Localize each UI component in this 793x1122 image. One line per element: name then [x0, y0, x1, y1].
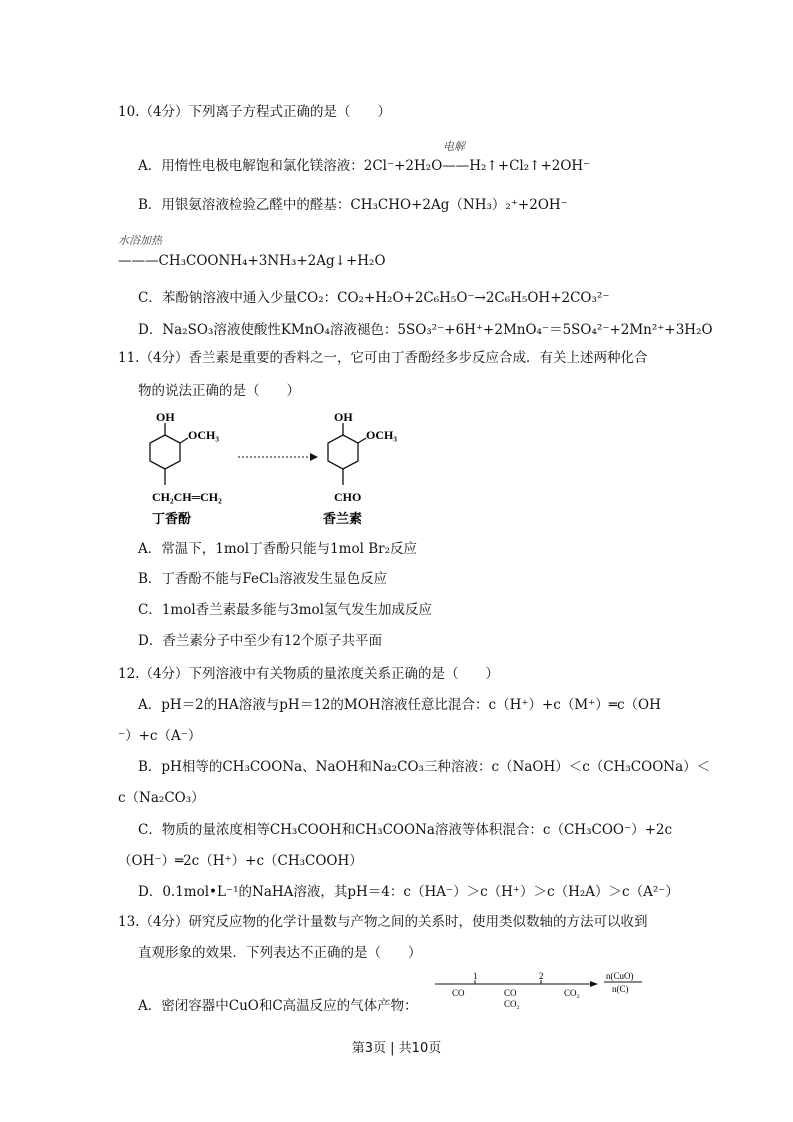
axis-denominator: n(C) — [612, 984, 629, 994]
q12-option-b-cont: c（Na₂CO₃） — [118, 790, 205, 806]
q11-option-d: D．香兰素分子中至少有12个原子共平面 — [138, 633, 383, 649]
q10-option-d: D．Na₂SO₃溶液使酸性KMnO₄溶液褪色：5SO₃²⁻+6H⁺+2MnO₄⁻＝5SO₄²⁻+2Mn²⁺+3H₂O — [138, 322, 713, 338]
region-2-label-a: CO — [504, 988, 517, 998]
q12-option-c-cont: （OH⁻）═2c（H⁺）+c（CH₃COOH） — [118, 853, 363, 869]
q10-b-condition: 水浴加热 — [118, 234, 162, 247]
q12-option-b: B．pH相等的CH₃COONa、NaOH和Na₂CO₃三种溶液：c（NaOH）＜c（CH₃COONa）＜ — [138, 759, 711, 775]
vanillin-structure — [328, 423, 366, 485]
vanillin-oh: OH — [334, 410, 353, 424]
q13-stem-cont: 直观形象的效果．下列表达不正确的是（ ） — [138, 945, 422, 961]
q11-option-a: A．常温下，1mol丁香酚只能与1mol Br₂反应 — [138, 541, 417, 557]
region-3-label: CO₂ — [564, 988, 580, 998]
q12-option-d: D．0.1mol•L⁻¹的NaHA溶液，其pH＝4：c（HA⁻）＞c（H⁺）＞c（H₂A）＞c（A²⁻） — [138, 884, 679, 900]
vanillin-name: 香兰素 — [323, 511, 363, 526]
eugenol-name: 丁香酚 — [152, 511, 192, 526]
q12-stem: 12.（4分）下列溶液中有关物质的量浓度关系正确的是（ ） — [118, 666, 500, 682]
q10-option-a: A．用惰性电极电解饱和氯化镁溶液：2Cl⁻+2H₂O——H₂↑+Cl₂↑+2OH⁻ — [138, 158, 591, 174]
q10-a-condition: 电解 — [443, 140, 465, 153]
q11-option-c: C．1mol香兰素最多能与3mol氢气发生加成反应 — [138, 602, 433, 618]
q10-option-b: B．用银氨溶液检验乙醛中的醛基：CH₃CHO+2Ag（NH₃）₂⁺+2OH⁻ — [138, 197, 568, 213]
q10-option-c: C．苯酚钠溶液中通入少量CO₂：CO₂+H₂O+2C₆H₅O⁻→2C₆H₅OH+2CO₃²⁻ — [138, 290, 610, 306]
q13-stem: 13.（4分）研究反应物的化学计量数与产物之间的关系时，使用类似数轴的方法可以收到 — [118, 914, 648, 930]
tick-2: 2 — [539, 971, 544, 981]
vanillin-cho: CHO — [334, 490, 362, 504]
q12-option-c: C．物质的量浓度相等CH₃COOH和CH₃COONa溶液等体积混合：c（CH₃COO⁻）+2c — [138, 822, 673, 838]
axis-numerator: n(CuO) — [606, 971, 634, 981]
tick-1: 1 — [473, 971, 478, 981]
q11-stem: 11.（4分）香兰素是重要的香料之一，它可由丁香酚经多步反应合成．有关上述两种化合 — [118, 350, 648, 366]
q10-option-b-cont: ———CH₃COONH₄+3NH₃+2Ag↓+H₂O — [118, 253, 386, 269]
number-axis-diagram — [430, 968, 650, 1018]
region-2-label-b: CO₂ — [504, 999, 520, 1009]
q12-option-a: A．pH＝2的HA溶液与pH＝12的MOH溶液任意比混合：c（H⁺）+c（M⁺）═c（OH — [138, 697, 661, 713]
eugenol-oh: OH — [156, 410, 175, 424]
eugenol-structure — [150, 423, 188, 485]
vanillin-och3: OCH₃ — [366, 428, 397, 442]
q11-stem-cont: 物的说法正确的是（ ） — [138, 383, 300, 399]
reaction-structures — [140, 405, 400, 530]
q10-stem: 10.（4分）下列离子方程式正确的是（ ） — [118, 104, 392, 120]
page-footer: 第3页 | 共10页 — [351, 1041, 442, 1056]
q11-option-b: B．丁香酚不能与FeCl₃溶液发生显色反应 — [138, 571, 388, 587]
q12-option-a-cont: ⁻）+c（A⁻） — [118, 728, 202, 744]
eugenol-och3: OCH₃ — [188, 428, 219, 442]
axis-arrow-icon — [590, 981, 598, 987]
q13-option-a: A．密闭容器中CuO和C高温反应的气体产物： — [138, 998, 418, 1014]
region-1-label: CO — [452, 988, 465, 998]
arrow-head-icon — [310, 453, 318, 461]
eugenol-side-chain: CH₂CH═CH₂ — [152, 490, 222, 504]
